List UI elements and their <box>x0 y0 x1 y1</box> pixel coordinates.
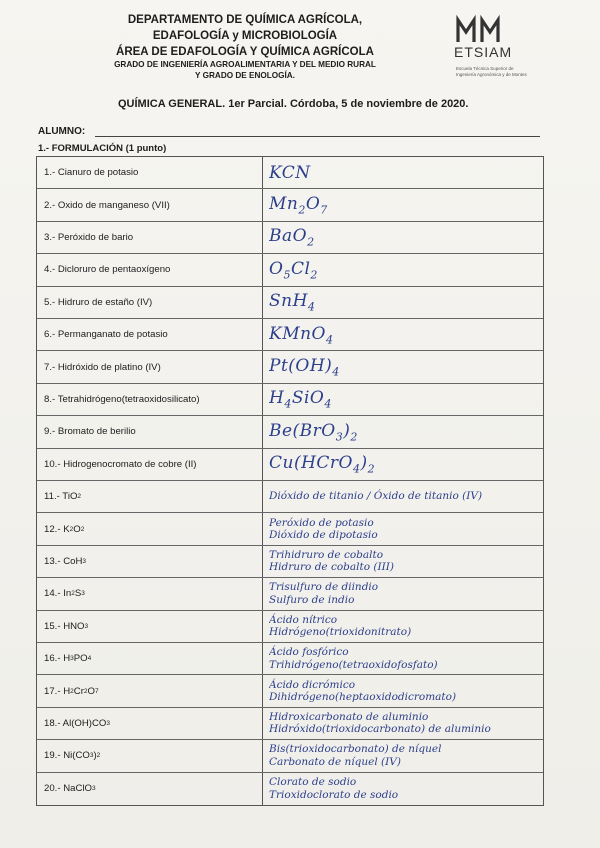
question-cell: 20.- NaClO 3 <box>37 773 263 805</box>
etsiam-logo <box>452 14 532 84</box>
question-cell: 10.- Hidrogenocromato de cobre (II) <box>37 449 263 480</box>
table-row <box>37 319 543 351</box>
answer-line: $Mn_2O_7$ <box>269 193 328 217</box>
table-row <box>37 578 543 610</box>
answer-line: Dihidrógeno(heptaoxidodicromato) <box>269 691 457 704</box>
question-cell: 1.- Cianuro de potasio <box>37 157 263 188</box>
answer-line: Dióxido de titanio / Óxido de titanio (IV) <box>269 490 483 503</box>
header-line-1: DEPARTAMENTO DE QUÍMICA AGRÍCOLA, <box>127 14 363 26</box>
table-row <box>37 773 543 805</box>
answer-line: Carbonato de níquel (IV) <box>269 755 401 768</box>
answer-line: KMnO$_4$ <box>269 323 334 346</box>
answer-line: Trisulfuro de diindio <box>269 581 379 594</box>
answer-line: BaO$_2$ <box>269 226 315 249</box>
logo-subtitle: Escuela Técnica Superior de Ingeniería Agronómica y de Montes <box>456 66 527 77</box>
question-cell: 18.- Al(OH)CO 3 <box>37 708 263 739</box>
question-cell: 4.- Dicloruro de pentaoxígeno <box>37 254 263 285</box>
table-row <box>37 546 543 578</box>
answer-cell[interactable] <box>269 708 543 739</box>
answer-cell[interactable] <box>269 773 543 805</box>
answer-cell[interactable] <box>269 157 543 188</box>
answer-cell[interactable] <box>269 578 543 609</box>
table-row <box>37 416 543 448</box>
department-header <box>60 12 430 81</box>
table-row <box>37 384 543 416</box>
answer-cell[interactable] <box>269 222 543 253</box>
answer-cell[interactable] <box>269 384 543 415</box>
answer-cell[interactable] <box>269 416 543 447</box>
answer-cell[interactable] <box>269 513 543 544</box>
header-line-2: EDAFOLOGÍA y MICROBIOLOGÍA <box>152 30 338 42</box>
answer-cell[interactable] <box>269 481 543 512</box>
question-cell: 19.- Ni(CO 3 ) 2 <box>37 740 263 771</box>
answer-line: Trihidrógeno(tetraoxidofosfato) <box>269 658 438 671</box>
answer-line: Ácido nítrico <box>269 613 338 626</box>
answer-line: Hidroxicarbonato de aluminio <box>269 710 429 723</box>
answer-line: Bis(trioxidocarbonato) de níquel <box>269 743 442 756</box>
header-line-5: Y GRADO DE ENOLOGÍA. <box>195 70 295 80</box>
answer-cell[interactable] <box>269 351 543 382</box>
table-row <box>37 708 543 740</box>
table-row <box>37 254 543 286</box>
table-row <box>37 189 543 221</box>
question-cell: 9.- Bromato de berilio <box>37 416 263 447</box>
question-cell: 3.- Peróxido de bario <box>37 222 263 253</box>
answer-line: $H_4SiO_4$ <box>269 388 332 411</box>
answer-line: Sulfuro de indio <box>269 593 355 606</box>
answer-line: Clorato de sodio <box>269 776 357 789</box>
answer-line: $Be(BrO_3)_2$ <box>269 420 358 444</box>
question-cell: 5.- Hidruro de estaño (IV) <box>37 287 263 318</box>
table-row <box>37 513 543 545</box>
answer-line: Peróxido de potasio <box>269 516 374 529</box>
answer-line: $O_5Cl_2$ <box>269 258 318 282</box>
answer-line: KCN <box>269 162 311 183</box>
answer-line: Trihidruro de cobalto <box>269 548 384 561</box>
answer-cell[interactable] <box>269 449 543 480</box>
table-row <box>37 643 543 675</box>
answer-cell[interactable] <box>269 254 543 285</box>
table-row <box>37 481 543 513</box>
answer-line: Ácido fosfórico <box>269 646 349 659</box>
section-title: 1.- FORMULACIÓN (1 punto) <box>38 143 167 154</box>
answer-cell[interactable] <box>269 611 543 642</box>
logo-name: ETSIAM <box>454 44 513 60</box>
question-cell: 7.- Hidróxido de platino (IV) <box>37 351 263 382</box>
questions-table <box>36 156 544 806</box>
table-row <box>37 449 543 481</box>
question-cell: 13.- CoH 3 <box>37 546 263 577</box>
question-cell: 16.- H 3 PO 4 <box>37 643 263 674</box>
table-row <box>37 740 543 772</box>
answer-cell[interactable] <box>269 740 543 771</box>
answer-cell[interactable] <box>269 287 543 318</box>
answer-cell[interactable] <box>269 189 543 220</box>
answer-cell[interactable] <box>269 319 543 350</box>
table-row <box>37 351 543 383</box>
logo-mark-icon <box>452 14 532 44</box>
header-line-3: ÁREA DE EDAFOLOGÍA Y QUÍMICA AGRÍCOLA <box>116 46 374 58</box>
answer-line: Hidruro de cobalto (III) <box>269 561 395 574</box>
answer-line: $Cu(HCrO_4)_2$ <box>269 453 376 476</box>
question-cell: 12.- K 2 O 2 <box>37 513 263 544</box>
answer-cell[interactable] <box>269 546 543 577</box>
answer-line: Trioxidoclorato de sodio <box>269 788 399 801</box>
table-row <box>37 287 543 319</box>
question-cell: 8.- Tetrahidrógeno(tetraoxidosilicato) <box>37 384 263 415</box>
question-cell: 11.- TiO 2 <box>37 481 263 512</box>
answer-line: Ácido dicrómico <box>269 678 356 691</box>
question-cell: 14.- In 2 S 3 <box>37 578 263 609</box>
table-row <box>37 157 543 189</box>
answer-cell[interactable] <box>269 675 543 706</box>
answer-line: Hidrógeno(trioxidonitrato) <box>269 626 412 639</box>
table-row <box>37 675 543 707</box>
answer-line: SnH$_4$ <box>269 291 316 314</box>
header-line-4: GRADO DE INGENIERÍA AGROALIMENTARIA Y DEL MEDIO RURAL <box>114 60 376 69</box>
answer-cell[interactable] <box>269 643 543 674</box>
question-cell: 6.- Permanganato de potasio <box>37 319 263 350</box>
student-label: ALUMNO: <box>38 126 86 137</box>
student-name-line[interactable] <box>95 136 540 137</box>
exam-title: QUÍMICA GENERAL. 1er Parcial. Córdoba, 5 de noviembre de 2020. <box>118 98 469 110</box>
answer-line: Dióxido de dipotasio <box>269 529 378 542</box>
question-cell: 2.- Oxido de manganeso (VII) <box>37 189 263 220</box>
question-cell: 17.- H 2 Cr 2 O 7 <box>37 675 263 706</box>
table-row <box>37 611 543 643</box>
answer-line: Hidróxido(trioxidocarbonato) de aluminio <box>269 723 491 736</box>
table-row <box>37 222 543 254</box>
answer-line: $Pt(OH)_4$ <box>269 355 340 379</box>
question-cell: 15.- HNO 3 <box>37 611 263 642</box>
